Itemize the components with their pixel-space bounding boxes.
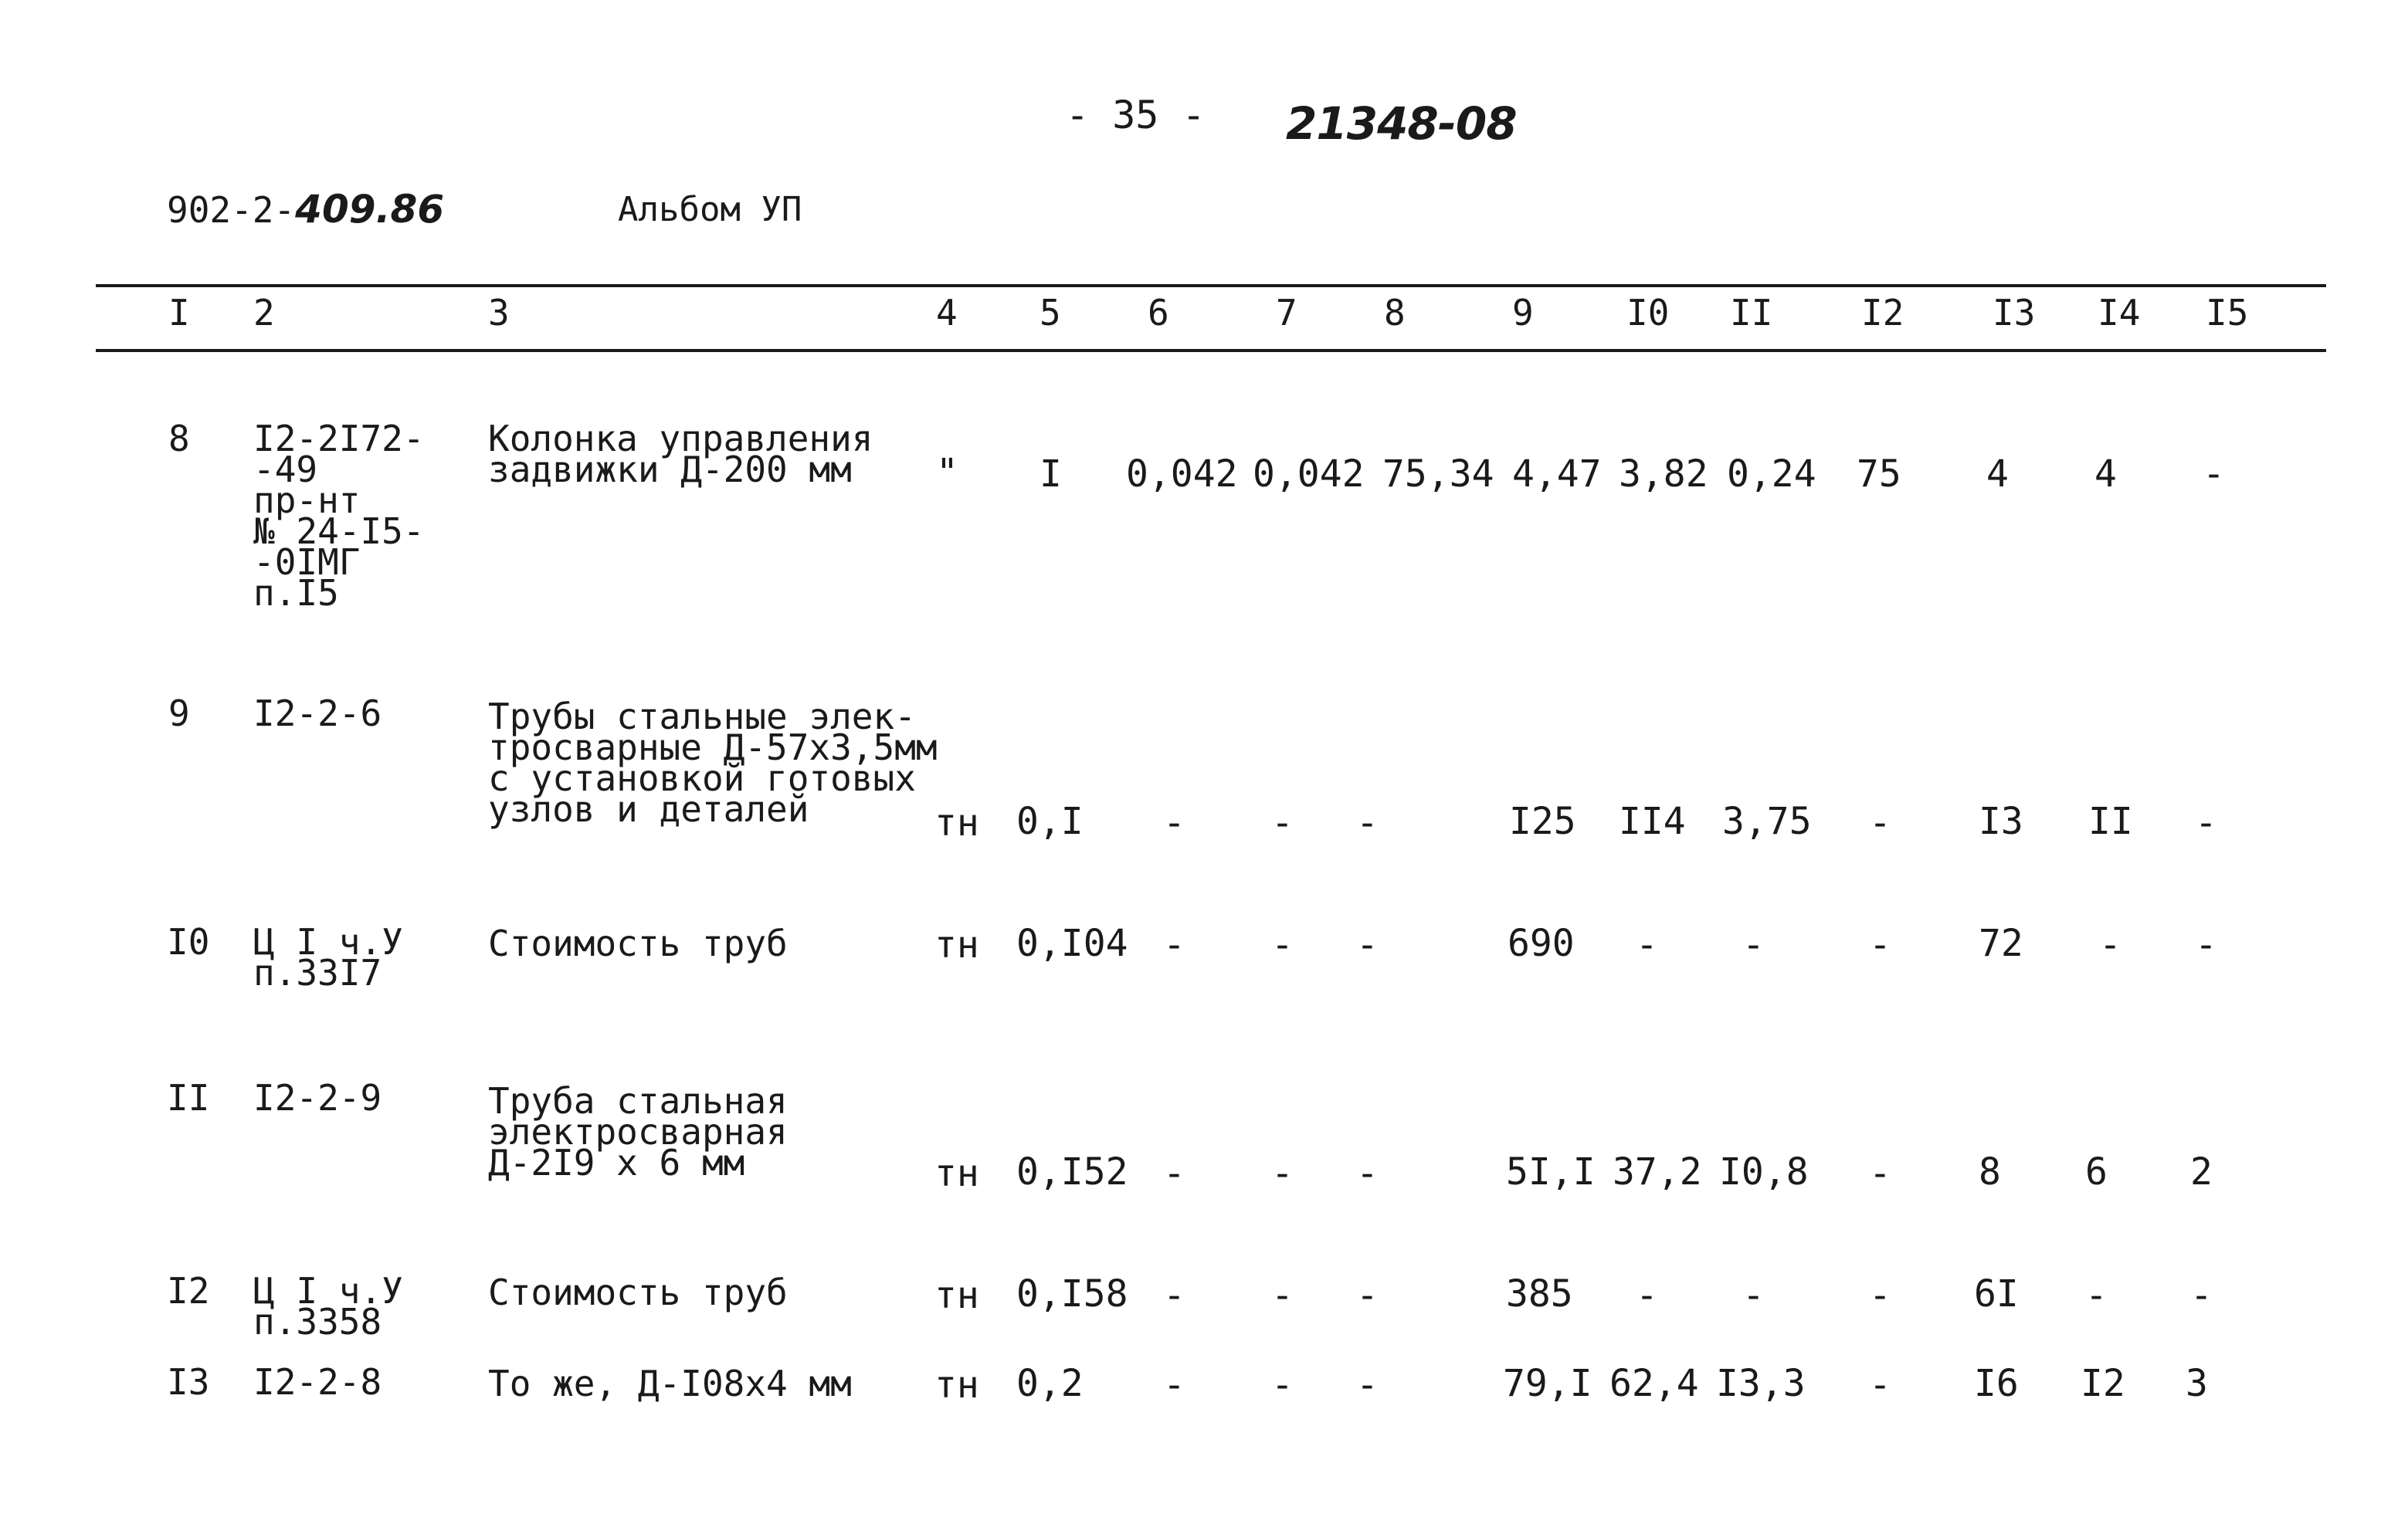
column-header: 9 bbox=[1512, 292, 1534, 334]
cell-col10: - bbox=[1636, 923, 1658, 967]
cell-col12: - bbox=[1869, 923, 1891, 967]
series-prefix: 902-2- bbox=[167, 189, 296, 231]
table-header-rule bbox=[96, 349, 2326, 352]
cell-col7: - bbox=[1271, 801, 1294, 845]
cell-col13: I3 bbox=[1979, 800, 2023, 843]
cell-name: То же, Д-I08х4 мм bbox=[488, 1363, 852, 1404]
cell-col8: - bbox=[1356, 1152, 1379, 1195]
cell-unit: тн bbox=[934, 801, 979, 845]
cell-col12: - bbox=[1869, 1274, 1891, 1317]
cell-col6: - bbox=[1163, 1152, 1185, 1195]
cell-col14: II bbox=[2088, 800, 2133, 843]
cell-col10: II4 bbox=[1619, 800, 1686, 843]
column-header: I4 bbox=[2098, 292, 2141, 334]
cell-col8: - bbox=[1356, 801, 1379, 845]
cell-col12: 75 bbox=[1857, 452, 1901, 496]
cell-col14: 6 bbox=[2085, 1150, 2108, 1194]
cell-col6: - bbox=[1163, 1363, 1185, 1407]
column-header: 8 bbox=[1384, 292, 1406, 334]
cell-qty: 0,I52 bbox=[1016, 1150, 1128, 1194]
cell-col15: - bbox=[2195, 923, 2217, 967]
column-header: I2 bbox=[1861, 292, 1904, 334]
cell-col7: - bbox=[1271, 1152, 1294, 1195]
cell-name: Стоимость труб bbox=[488, 1272, 788, 1313]
column-header: 7 bbox=[1276, 292, 1297, 334]
column-header: II bbox=[1730, 292, 1773, 334]
cell-col14: - bbox=[2085, 1274, 2108, 1317]
cell-code: I2-2-8 bbox=[253, 1361, 382, 1403]
cell-number: 9 bbox=[168, 693, 190, 734]
column-header: I3 bbox=[1993, 292, 2036, 334]
cell-col14: 4 bbox=[2094, 452, 2117, 496]
cell-col11: I3,3 bbox=[1716, 1362, 1806, 1405]
cell-col7: - bbox=[1271, 923, 1294, 967]
column-header: 3 bbox=[488, 292, 510, 334]
series-number: 409.86 bbox=[295, 187, 445, 232]
column-header: I5 bbox=[2206, 292, 2249, 334]
cell-col7: - bbox=[1271, 1363, 1294, 1407]
cell-col9: 79,I bbox=[1503, 1362, 1592, 1405]
cell-col12: - bbox=[1869, 1152, 1891, 1195]
cell-col13: 6I bbox=[1974, 1272, 2019, 1316]
cell-col10: 3,82 bbox=[1619, 452, 1708, 496]
cell-col15: - bbox=[2203, 452, 2225, 496]
document-code: 21348-08 bbox=[1286, 97, 1517, 150]
cell-code: Ц I ч.У п.33I7 bbox=[253, 921, 403, 994]
cell-col10: - bbox=[1636, 1274, 1658, 1317]
cell-code: Ц I ч.У п.3358 bbox=[253, 1270, 403, 1343]
cell-col9: 385 bbox=[1506, 1272, 1573, 1316]
column-header: 6 bbox=[1148, 292, 1169, 334]
cell-col6: 0,042 bbox=[1126, 452, 1238, 496]
cell-col9: 4,47 bbox=[1512, 452, 1602, 496]
cell-number: I2 bbox=[167, 1270, 210, 1312]
cell-col11: 0,24 bbox=[1727, 452, 1816, 496]
column-header: 4 bbox=[936, 292, 958, 334]
cell-col14: I2 bbox=[2081, 1362, 2125, 1405]
cell-unit: тн bbox=[934, 1152, 979, 1195]
table-top-rule bbox=[96, 284, 2326, 287]
cell-unit: тн bbox=[934, 1274, 979, 1317]
cell-number: I0 bbox=[167, 921, 210, 963]
cell-col9: I25 bbox=[1509, 800, 1576, 843]
cell-col8: 75,34 bbox=[1382, 452, 1494, 496]
cell-number: II bbox=[167, 1077, 210, 1119]
cell-name: Колонка управления задвижки Д-200 мм bbox=[488, 418, 873, 490]
cell-col8: - bbox=[1356, 1274, 1379, 1317]
column-header: I0 bbox=[1626, 292, 1670, 334]
cell-col11: I0,8 bbox=[1719, 1150, 1809, 1194]
column-header: I bbox=[168, 292, 190, 334]
column-header: 5 bbox=[1040, 292, 1061, 334]
cell-col6: - bbox=[1163, 1274, 1185, 1317]
cell-col13: I6 bbox=[1974, 1362, 2019, 1405]
cell-name: Трубы стальные элек- тросварные Д-57х3,5мм с установкой готовых узлов и деталей bbox=[488, 696, 938, 830]
cell-col8: - bbox=[1356, 1363, 1379, 1407]
cell-col11: - bbox=[1742, 923, 1765, 967]
cell-col15: - bbox=[2195, 801, 2217, 845]
cell-name: Труба стальная электросварная Д-2I9 х 6 мм bbox=[488, 1080, 788, 1184]
cell-col13: 8 bbox=[1979, 1150, 2001, 1194]
cell-col15: 2 bbox=[2190, 1150, 2213, 1194]
cell-unit: тн bbox=[934, 923, 979, 967]
cell-col13: 4 bbox=[1986, 452, 2009, 496]
cell-col10: 62,4 bbox=[1609, 1362, 1699, 1405]
cell-col6: - bbox=[1163, 801, 1185, 845]
cell-code: I2-2I72- -49 пр-нт № 24-I5- -0IМГ п.I5 bbox=[253, 418, 425, 614]
cell-col6: - bbox=[1163, 923, 1185, 967]
cell-qty: I bbox=[1040, 452, 1062, 496]
cell-col9: 690 bbox=[1508, 922, 1575, 965]
cell-col14: - bbox=[2099, 923, 2121, 967]
cell-col7: - bbox=[1271, 1274, 1294, 1317]
cell-col8: - bbox=[1356, 923, 1379, 967]
cell-number: 8 bbox=[168, 418, 190, 459]
cell-col11: - bbox=[1742, 1274, 1765, 1317]
cell-col13: 72 bbox=[1979, 922, 2023, 965]
cell-col12: - bbox=[1869, 1363, 1891, 1407]
series-code bbox=[167, 187, 444, 232]
cell-code: I2-2-9 bbox=[253, 1077, 382, 1119]
cell-unit: тн bbox=[934, 1363, 979, 1407]
cell-col15: - bbox=[2190, 1274, 2213, 1317]
cell-col15: 3 bbox=[2186, 1362, 2208, 1405]
cell-code: I2-2-6 bbox=[253, 693, 382, 734]
cell-col9: 5I,I bbox=[1506, 1150, 1596, 1194]
cell-qty: 0,I58 bbox=[1016, 1272, 1128, 1316]
cell-col10: 37,2 bbox=[1613, 1150, 1702, 1194]
cell-col7: 0,042 bbox=[1253, 452, 1365, 496]
cell-name: Стоимость труб bbox=[488, 923, 788, 964]
album-title: Альбом УП bbox=[618, 190, 802, 229]
page-number: - 35 - bbox=[1066, 93, 1206, 137]
cell-qty: 0,I04 bbox=[1016, 922, 1128, 965]
cell-qty: 0,2 bbox=[1016, 1362, 1084, 1405]
cell-qty: 0,I bbox=[1016, 800, 1084, 843]
cell-col11: 3,75 bbox=[1722, 800, 1812, 843]
column-header: 2 bbox=[253, 292, 275, 334]
cell-unit: " bbox=[936, 451, 958, 494]
cell-number: I3 bbox=[167, 1361, 210, 1403]
cell-col12: - bbox=[1869, 801, 1891, 845]
